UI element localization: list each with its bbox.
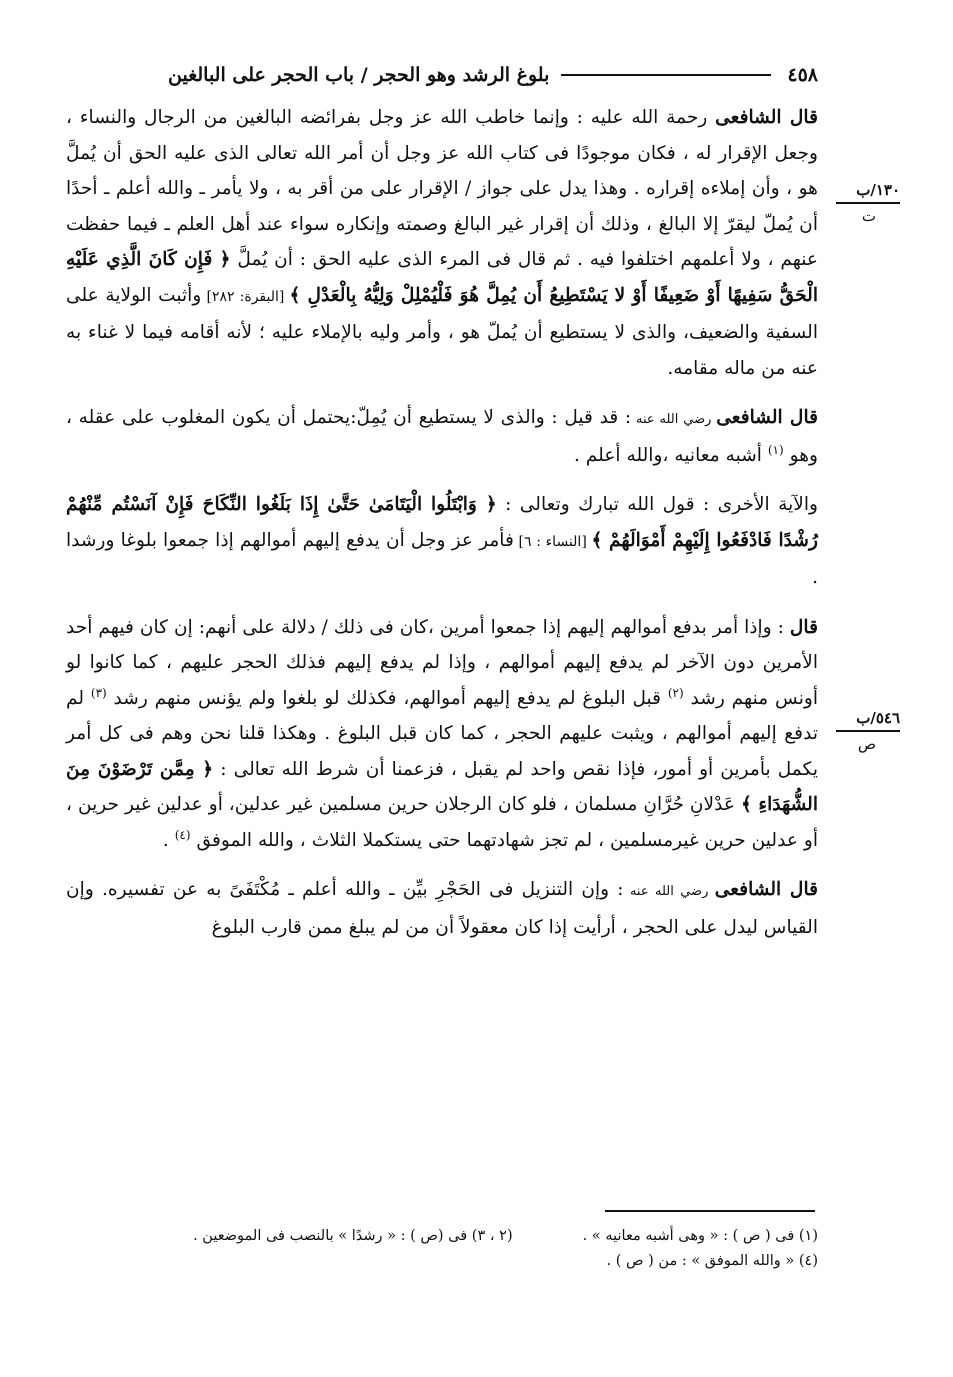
footnote-row xyxy=(66,1224,818,1249)
quran-verse: ﴿ مِمَّن تَرْضَوْنَ مِنَ الشُّهَدَاءِ ﴾ xyxy=(66,758,819,815)
footnote-marker: (٢) xyxy=(667,685,684,700)
footnote: (٢ ، ٣) فى (ص ) : « رشدًا » بالنصب فى الموضعين . xyxy=(193,1228,513,1244)
footnote: (٤) « والله الموفق » : من ( ص ) . xyxy=(606,1253,818,1269)
paragraph-text: : وإذا أمر بدفع أموالهم إليهم إذا جمعوا أمرين ،كان فى ذلك / دلالة على أنهم: إن كان فيهم أحد الأمرين دون الآخر لم يدفع إليهم أموالهم ، وإذا لم يدفع إليهم فذلك الحجر عليهم ، كما كانوا لو أونس منهم رشد xyxy=(66,616,819,709)
honorific: رضي الله عنه xyxy=(631,412,717,427)
header-rule xyxy=(561,74,771,76)
running-title: بلوغ الرشد وهو الحجر / باب الحجر على البالغين xyxy=(168,64,550,86)
verse-reference: [النساء : ٦] xyxy=(513,533,592,550)
page-number: ٤٥٨ xyxy=(787,64,818,86)
paragraph-text: : وإن التنزيل فى الحَجْرِ بيِّن ـ والله أعلم ـ مُكْتَفَىً به عن تفسيره. وإن القياس ليدل على الحجر ، أرأيت إذا كان معقولاً أن من لم يبلغ ممن قارب البلوغ xyxy=(66,879,818,938)
paragraph-tail: أشبه معانيه ،والله أعلم . xyxy=(573,444,768,466)
paragraph-1 xyxy=(66,100,818,386)
paragraph-2 xyxy=(66,400,818,473)
paragraph-text: : قد قيل : والذى لا يستطيع أن يُمِلّ:يحتمل أن يكون المغلوب على عقله ، وهو xyxy=(66,407,818,466)
footnote-row xyxy=(66,1249,818,1274)
page-header xyxy=(66,58,818,92)
paragraph-text: عَدْلانِ حُرَّانِ مسلمان ، فلو كان الرجلان حرين مسلمين غير عدلين، أو عدلين غير حرين ، أو عدلين حرين غيرمسلمين ، لم تجز شهادتهما حتى يستكملا الثلاث ، والله الموفق xyxy=(66,794,818,851)
paragraph-text: قبل البلوغ لم يدفع إليهم أموالهم، فكذلك لو بلغوا ولم يؤنس منهم رشد xyxy=(106,687,668,709)
footnote-rule xyxy=(605,1210,815,1212)
quran-verse: ﴿ وَابْتَلُوا الْيَتَامَىٰ حَتَّىٰ إِذَا بَلَغُوا النِّكَاحَ فَإِنْ آنَسْتُم مِّنْهُمْ رُشْدًا فَادْفَعُوا إِلَيْهِمْ أَمْوَالَهُمْ ﴾ xyxy=(66,494,818,551)
honorific: رضي الله عنه xyxy=(623,884,715,899)
margin-note-folio-2 xyxy=(836,708,900,754)
paragraph-5 xyxy=(66,872,818,945)
paragraph-tail: فأمر عز وجل أن يدفع إليهم أموالهم إذا جمعوا بلوغا ورشدا . xyxy=(66,529,818,588)
margin-letter: ت xyxy=(861,206,876,225)
speaker: قال الشافعى xyxy=(716,407,818,428)
speaker: قال الشافعى xyxy=(715,107,818,128)
paragraph-text: رحمة الله عليه : وإنما خاطب الله عز وجل بفرائضه البالغين من الرجال والنساء ، وجعل الإقرار له ، فكان موجودًا فى كتاب الله عز وجل أن أمر الله تعالى الذى عليه الحق أن يُملَّ هو ، وأن إملاءه إقراره . وهذا يدل على جواز / الإقرار على من أقر به ، ولا يأمر ـ والله أعلم ـ أحدًا أن يُملّ ليقرّ إلا البالغ ، وذلك أن إقرار غير البالغ وصمته وإنكاره سواء عند أهل العلم ـ فيما حفظت عنهم ، ولا أعلمهم اختلفوا فيه . ثم قال فى المرء الذى عليه الحق : أن يُملَّ xyxy=(66,107,818,270)
footnote-marker: (٣) xyxy=(90,685,107,700)
footnote-marker: (١) xyxy=(767,442,784,457)
margin-folio: ١٣٠/ب xyxy=(856,181,900,199)
margin-letter: ص xyxy=(857,734,876,753)
footnote: (١) فى ( ص ) : « وهى أشبه معانيه » . xyxy=(582,1228,818,1244)
paragraph-text: والآية الأخرى : قول الله تبارك وتعالى : xyxy=(496,494,819,515)
margin-rule xyxy=(836,730,900,732)
paragraph-tail: وأثبت الولاية على السفية والضعيف، والذى لا يستطيع أن يُملّ هو ، وأمر وليه بالإملاء عليه ؛ لأنه أقامه فيما لا غناء به عنه من ماله مقامه. xyxy=(66,284,818,379)
paragraph-4 xyxy=(66,610,818,859)
paragraph-3 xyxy=(66,487,818,596)
margin-folio: ٥٤٦/ب xyxy=(856,709,900,727)
paragraph-text: لم تدفع إليهم أموالهم ، ويثبت عليهم الحجر ، كما كان قبل البلوغ . وهكذا قلنا نحن وهم فى كل أمر يكمل بأمرين أو أمور، فإذا نقص واحد لم يقبل ، فزعمنا أن شرط الله تعالى : xyxy=(66,687,818,780)
margin-note-folio-1 xyxy=(836,180,900,226)
main-text xyxy=(66,100,818,959)
footnotes xyxy=(66,1224,818,1274)
margin-rule xyxy=(836,202,900,204)
speaker: قال الشافعى xyxy=(714,879,818,900)
paragraph-end: . xyxy=(162,829,175,851)
quran-verse: ﴿ فَإِن كَانَ الَّذِي عَلَيْهِ الْحَقُّ سَفِيهًا أَوْ ضَعِيفًا أَوْ لا يَسْتَطِيعُ أَن يُمِلَّ هُوَ فَلْيُمْلِلْ وَلِيُّهُ بِالْعَدْلِ ﴾ xyxy=(66,249,818,306)
footnote-marker: (٤) xyxy=(174,827,191,842)
speaker: قال xyxy=(789,616,818,638)
verse-reference: [البقرة: ٢٨٢] xyxy=(201,288,290,305)
